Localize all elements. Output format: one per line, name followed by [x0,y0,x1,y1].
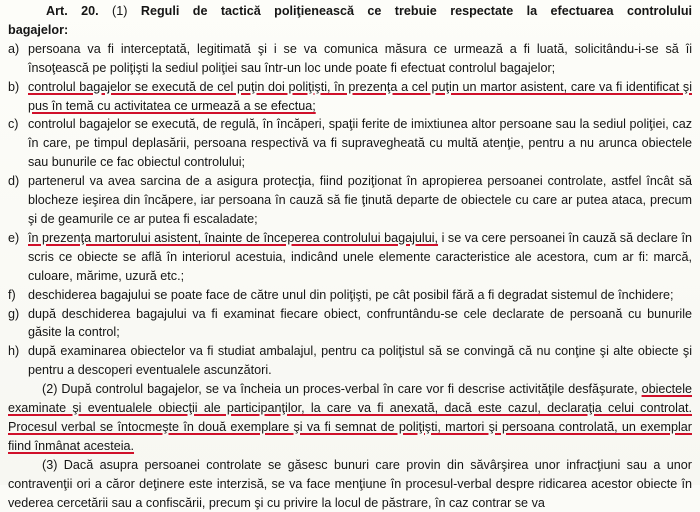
article-heading [8,2,692,21]
paragraph-2-lead: (2) După controlul bagajelor, se va încheia un proces-verbal în care vor fi descrise activităţile desfăşurate, [42,382,642,397]
article-title-line2: bagajelor: [8,22,69,37]
list-marker: c) [8,117,19,132]
list-item-text: deschiderea bagajului se poate face de către unul din poliţişti, pe cât posibil fără a fi degradat sistemul de închidere; [28,287,674,302]
list-marker: e) [8,230,20,245]
list-item-text: persoana va fi interceptată, legitimată şi i se va comunica măsura ce urmează a fi luată, solicitându-i-se să îi însoţească pe poliţişti la sediul poliţiei sau într-un loc unde poate fi efectuat controlul bagajelor; [28,41,692,75]
list-marker: f) [8,287,16,302]
list-marker: d) [8,174,20,189]
list-item-a [8,40,692,78]
list-item-text: partenerul va avea sarcina de a asigura protecţia, fiind poziţionat în apropierea persoanei controlate, astfel încât să blocheze ieşirea din încăpere, iar persoana în cauză să fie ţinută departe de obiectele cu care ar putea ataca, precum şi de geamurile ce ar putea fi escaladate; [28,174,692,226]
list-marker: g) [8,306,20,321]
list-item-b [8,78,692,116]
underlined-text: controlul bagajelor se execută de cel puţin doi poliţişti, în prezenţa a cel puţin un martor asistent, care va fi identificat şi pus în temă cu activitatea ce urmează a se efectua; [28,79,692,113]
list-item-d [8,172,692,229]
paragraph-3 [8,456,692,512]
paragraph-3-text: (3) Dacă asupra persoanei controlate se găsesc bunuri care provin din săvârşirea unor infracţiuni sau a unor contravenţii ori a căror deţinere este interzisă, se va face menţiune în procesul-verbal despre ridicarea acestor obiecte în vederea cercetării sau a confiscării, precum şi cu privire la locul de păstrare, în caz contrar se va [8,457,692,510]
list-item-e [8,229,692,286]
list-item-text: controlul bagajelor se execută, de regulă, în încăperi, spaţii ferite de imixtiunea altor persoane sau la sediul poliţiei, caz în care, pe timpul deplasării, persoana respectivă va fi supravegheată cu multă atenţie, pentru a nu arunca obiectele sau bunurile ce fac obiectul controlului; [28,117,692,170]
article-number: Art. 20. [46,4,99,18]
paragraph-2 [8,380,692,456]
underlined-text: obiectele examinate şi eventualele obiecţii ale participanţilor, la care va fi anexată, dacă este cazul, declaraţia celui controlat. Procesul verbal se întocmeşte în două exemplare şi va fi semnat de poliţişti, martori şi persoana controlată, un exemplar fiind înmânat acesteia. [8,382,692,453]
list-item-c [8,115,692,172]
list-item-h [8,342,692,380]
list-item-text: după deschiderea bagajului va fi examinat fiecare obiect, confruntându-se cele declarate de persoană cu bunurile găsite la control; [28,306,692,340]
paragraph-1-mark: (1) [112,4,128,18]
underlined-text: în prezenţa martorului asistent, înainte de începerea controlului bagajului, [28,230,439,245]
list-item-text: i se va cere persoanei în cauză să declare în scris ce obiecte se află în interiorul acestuia, indicând unele elemente caracteristice ale acestora, cum ar fi: marcă, culoare, mărime, uzură etc.; [28,230,692,283]
list-marker: a) [8,41,20,56]
list-item-f [8,286,692,305]
list-marker: b) [8,79,20,94]
article-title-line1: Reguli de tactică poliţienească ce trebuie respectate la efectuarea controlului [140,4,693,18]
list-marker: h) [8,344,20,359]
list-item-g [8,305,692,343]
list-item-text: după examinarea obiectelor va fi studiat ambalajul, pentru ca poliţistul să se convingă că nu conţine şi alte obiecte şi pentru a descoperi eventualele ascunzători. [28,344,692,378]
article-body [8,2,692,512]
